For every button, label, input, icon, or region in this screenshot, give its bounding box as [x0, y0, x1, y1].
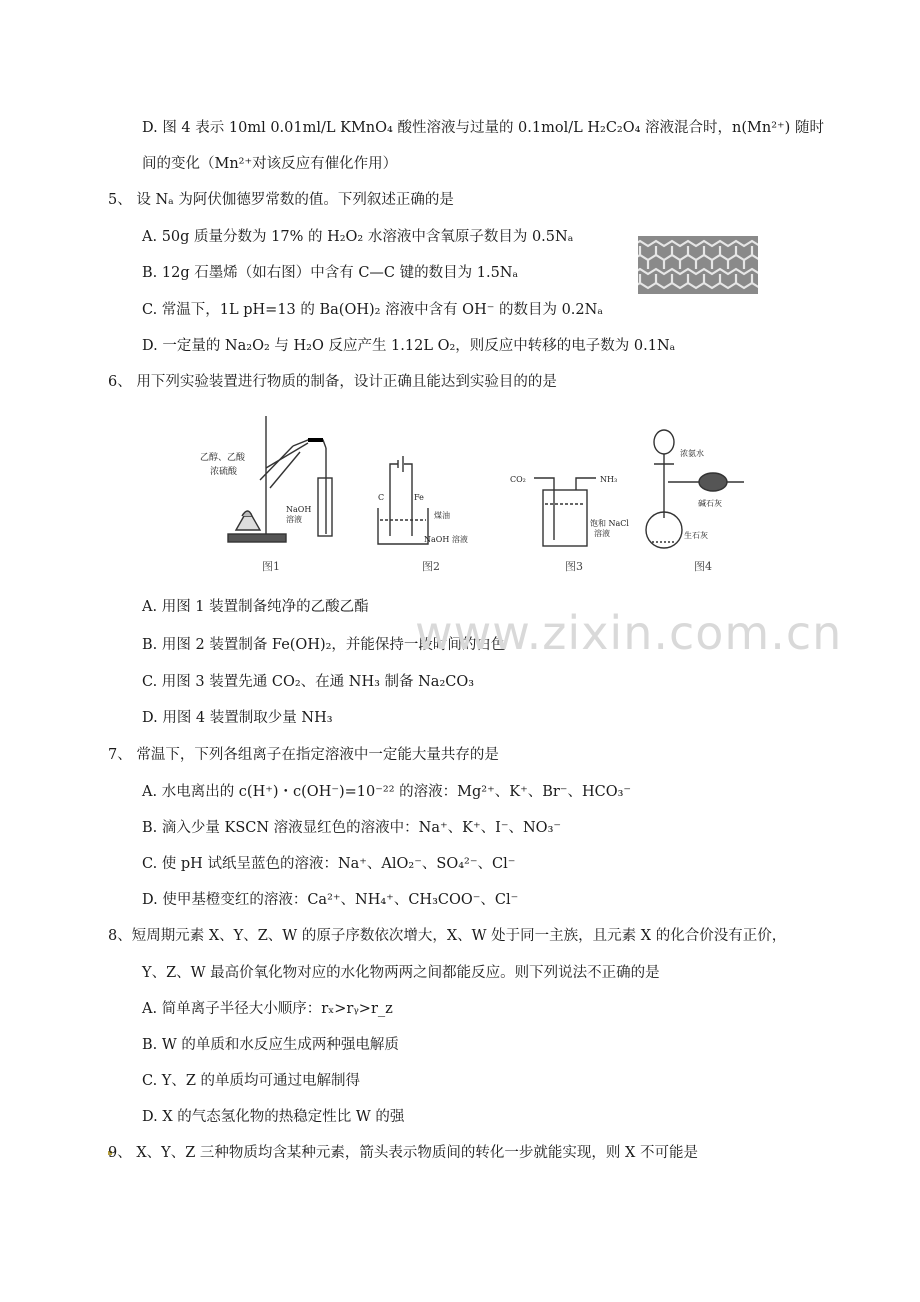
fig4-ammonia: 浓氨水 — [680, 449, 704, 458]
question-9: 9、 X、Y、Z 三种物质均含某种元素，箭头表示物质间的转化一步就能实现，则 X 不可能是 — [108, 1145, 698, 1161]
figure-2-label: 图2 — [422, 560, 440, 573]
q7-option-c: C. 使 pH 试纸呈蓝色的溶液：Na⁺、AlO₂⁻、SO₄²⁻、Cl⁻ — [142, 856, 516, 872]
question-7: 7、 常温下，下列各组离子在指定溶液中一定能大量共存的是 — [108, 747, 499, 763]
watermark: www.zixin.com.cn — [415, 606, 843, 660]
figure-4 — [646, 430, 744, 548]
q7-option-a: A. 水电离出的 c(H⁺)・c(OH⁻)=10⁻²² 的溶液：Mg²⁺、K⁺、Br⁻、HCO₃⁻ — [142, 784, 632, 800]
q8-option-d: D. X 的气态氢化物的热稳定性比 W 的强 — [142, 1109, 405, 1125]
figure-2 — [378, 456, 468, 544]
figure-1 — [200, 416, 332, 542]
fig2-naoh: NaOH 溶液 — [424, 535, 468, 544]
fig2-fe: Fe — [414, 493, 424, 502]
q7-option-b: B. 滴入少量 KSCN 溶液显红色的溶液中：Na⁺、K⁺、I⁻、NO₃⁻ — [142, 820, 562, 836]
question-6: 6、 用下列实验装置进行物质的制备，设计正确且能达到实验目的的是 — [108, 374, 557, 390]
fig2-oil: 煤油 — [434, 511, 450, 520]
q6-option-d: D. 用图 4 装置制取少量 NH₃ — [142, 710, 333, 726]
q6-option-c: C. 用图 3 装置先通 CO₂、在通 NH₃ 制备 Na₂CO₃ — [142, 674, 475, 690]
fig3-nacl-b: 溶液 — [594, 529, 610, 538]
fig3-nh3: NH₃ — [600, 475, 618, 484]
fig1-naoh-b: 溶液 — [286, 515, 302, 524]
q5-option-a: A. 50g 质量分数为 17% 的 H₂O₂ 水溶液中含氧原子数目为 0.5Nₐ — [142, 229, 574, 245]
figure-4-label: 图4 — [694, 560, 712, 573]
q5-option-b: B. 12g 石墨烯（如右图）中含有 C—C 键的数目为 1.5Nₐ — [142, 265, 519, 281]
fig4-lime: 生石灰 — [684, 531, 708, 540]
figure-3 — [510, 475, 629, 546]
option-d-line1: D. 图 4 表示 10ml 0.01ml/L KMnO₄ 酸性溶液与过量的 0.1mol/L H₂C₂O₄ 溶液混合时，n(Mn²⁺) 随时 — [142, 120, 824, 136]
apparatus-figures — [198, 408, 762, 580]
fig3-nacl-a: 饱和 NaCl — [590, 519, 629, 528]
q5-option-c: C. 常温下，1L pH=13 的 Ba(OH)₂ 溶液中含有 OH⁻ 的数目为 0.2Nₐ — [142, 302, 603, 318]
graphene-image — [638, 236, 758, 294]
fig1-naoh-a: NaOH — [286, 505, 312, 514]
fig1-reagents-b: 浓硫酸 — [210, 467, 238, 477]
fig2-c: C — [378, 493, 385, 502]
question-8-line2: Y、Z、W 最高价氧化物对应的水化物两两之间都能反应。则下列说法不正确的是 — [142, 965, 660, 981]
q6-option-b: B. 用图 2 装置制备 Fe(OH)₂，并能保持一段时间的白色 — [142, 637, 506, 653]
question-8: 8、短周期元素 X、Y、Z、W 的原子序数依次增大，X、W 处于同一主族，且元素 X 的化合价没有正价， — [108, 928, 787, 944]
figure-1-label: 图1 — [262, 560, 280, 573]
q8-option-c: C. Y、Z 的单质均可通过电解制得 — [142, 1073, 361, 1089]
figure-3-label: 图3 — [565, 560, 583, 573]
q8-option-a: A. 简单离子半径大小顺序：rₓ>rᵧ>r_z — [142, 1001, 393, 1017]
option-d-line2: 间的变化（Mn²⁺对该反应有催化作用） — [142, 156, 398, 172]
fig3-co2: CO₂ — [510, 475, 526, 484]
fig1-reagents-a: 乙醇、乙酸 — [200, 453, 246, 463]
q7-option-d: D. 使甲基橙变红的溶液：Ca²⁺、NH₄⁺、CH₃COO⁻、Cl⁻ — [142, 892, 519, 908]
q8-option-b: B. W 的单质和水反应生成两种强电解质 — [142, 1037, 399, 1053]
q6-option-a: A. 用图 1 装置制备纯净的乙酸乙酯 — [142, 599, 369, 615]
fig4-sodalime: 碱石灰 — [698, 499, 722, 508]
question-5: 5、 设 Nₐ 为阿伏伽德罗常数的值。下列叙述正确的是 — [108, 192, 454, 208]
q5-option-d: D. 一定量的 Na₂O₂ 与 H₂O 反应产生 1.12L O₂，则反应中转移的电子数为 0.1Nₐ — [142, 338, 676, 354]
